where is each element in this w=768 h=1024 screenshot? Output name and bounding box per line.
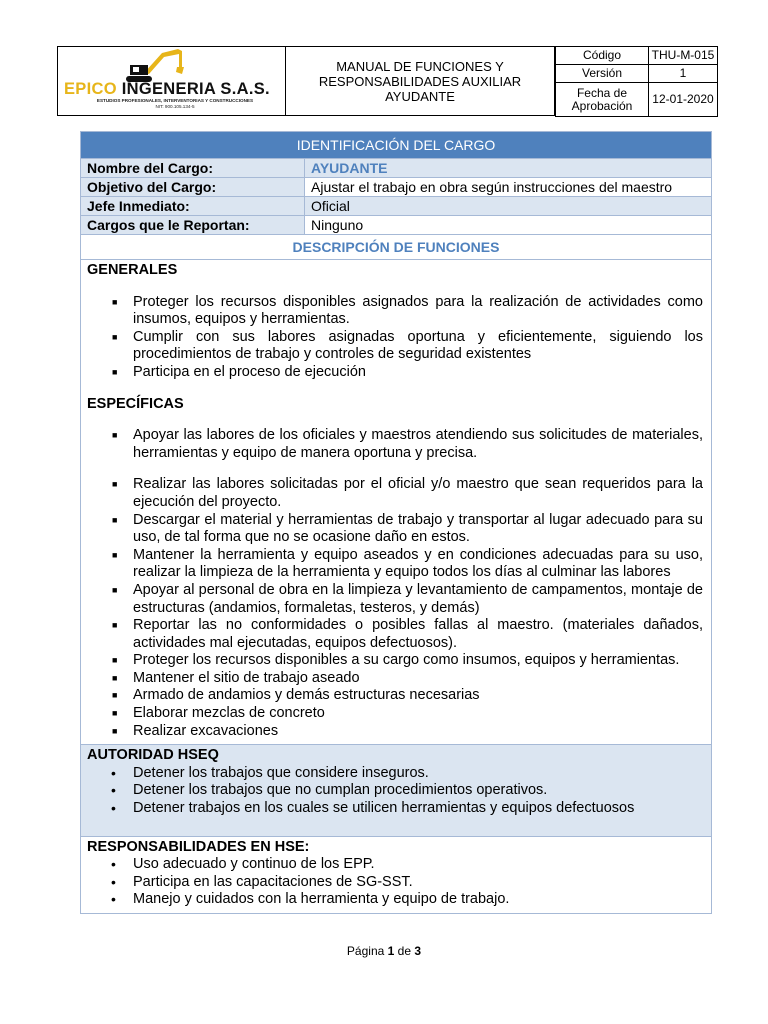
logo-word-ingen: INGEN (121, 80, 176, 98)
meta-label: Código (556, 47, 649, 65)
page-total: 3 (414, 944, 422, 958)
list-item: ■ Mantener la herramienta y equipo aseados y en condiciones adecuadas para su uso, realizar la limpieza de la herramienta y equipo todos los días al culminar las labores (112, 546, 703, 581)
list-item: ■ Descargar el material y herramientas de trabajo y transportar al lugar adecuado para su uso, de tal forma que no se ocasione daño en estos. (112, 511, 703, 546)
identification-row (81, 177, 711, 196)
list-item: ■ Realizar las labores solicitadas por el oficial y/o maestro que sean requeridos para la ejecución del proyecto. (112, 476, 703, 510)
list-item: ■ Realizar excavaciones (112, 722, 279, 739)
company-logo (57, 46, 285, 116)
autoridad-list (87, 765, 703, 818)
autoridad-section (81, 744, 711, 835)
generales-list (87, 294, 703, 382)
document-title-text: MANUAL DE FUNCIONES Y RESPONSABILIDADES AUXILIAR AYUDANTE (318, 58, 522, 104)
functions-title: DESCRIPCIÓN DE FUNCIONES (81, 234, 711, 259)
row-value: AYUDANTE (311, 160, 388, 176)
list-item: ■ Cumplir con sus labores asignadas oportuna y eficientemente, siguiendo los procedimientos de trabajo y controles de seguridad existentes (112, 328, 703, 363)
page-current: 1 (387, 944, 395, 958)
row-label: Jefe Inmediato: (81, 197, 305, 215)
responsabilidades-list (87, 856, 703, 909)
section-heading-autoridad: AUTORIDAD HSEQ (87, 747, 219, 764)
list-item: • Manejo y cuidados con la herramienta y equipo de trabajo. (111, 891, 510, 908)
page-label: Página (346, 944, 385, 958)
identification-row (81, 215, 711, 234)
list-item: • Detener los trabajos que no cumplan procedimientos operativos. (111, 782, 548, 799)
meta-value: THU-M-015 (649, 47, 718, 65)
row-value: Oficial (311, 198, 350, 214)
row-label: Cargos que le Reportan: (81, 216, 305, 234)
logo-word-eria: ERIA S.A.S. (175, 80, 270, 98)
meta-label: Versión (556, 65, 649, 83)
list-item: ■ Proteger los recursos disponibles asignados para la realización de actividades como insumos, equipos y herramientas. (112, 293, 703, 328)
meta-value: 12-01-2020 (649, 83, 718, 117)
list-item: ■ Mantener el sitio de trabajo aseado (112, 669, 360, 686)
row-value: Ajustar el trabajo en obra según instrucciones del maestro (311, 179, 673, 195)
list-item: • Detener trabajos en los cuales se utilicen herramientas y equipos defectuosos (111, 800, 635, 817)
section-heading-responsabilidades: RESPONSABILIDADES EN HSE: (87, 838, 310, 855)
identification-row (81, 196, 711, 215)
row-label: Nombre del Cargo: (81, 159, 305, 177)
section-heading-especificas: ESPECÍFICAS (87, 395, 184, 412)
page-footer (0, 944, 768, 958)
list-item: • Detener los trabajos que considere inseguros. (111, 764, 429, 781)
document-header (57, 46, 718, 116)
especificas-list-continued (87, 476, 703, 740)
logo-wordmark (64, 80, 270, 99)
list-item: ■ Elaborar mezclas de concreto (112, 705, 325, 722)
meta-row-codigo (556, 47, 718, 65)
responsabilidades-section (81, 836, 711, 913)
logo-nit: NIT: 900.105.134-5 (155, 104, 195, 109)
identification-title: IDENTIFICACIÓN DEL CARGO (81, 132, 711, 158)
meta-row-fecha (556, 83, 718, 117)
list-item: ■ Armado de andamios y demás estructuras necesarias (112, 687, 480, 704)
job-description-table (80, 131, 712, 914)
functions-section (81, 259, 711, 744)
logo-word-epico: EPICO (64, 80, 117, 98)
document-meta-table (555, 46, 718, 117)
list-item: • Participa en las capacitaciones de SG-SST. (111, 873, 413, 890)
document-title (285, 46, 555, 116)
list-item: ■ Proteger los recursos disponibles a su cargo como insumos, equipos y herramientas. (112, 652, 680, 669)
meta-label: Fecha de Aprobación (556, 83, 649, 117)
list-item: • Uso adecuado y continuo de los EPP. (111, 856, 375, 873)
meta-row-version (556, 65, 718, 83)
excavator-icon (122, 47, 184, 83)
list-item: ■ Apoyar al personal de obra en la limpieza y levantamiento de campamentos, montaje de estructuras (andamios, formaletas, testeros, y demás) (112, 581, 703, 616)
especificas-list (87, 427, 703, 462)
meta-value: 1 (649, 65, 718, 83)
row-value: Ninguno (311, 217, 364, 233)
row-label: Objetivo del Cargo: (81, 178, 305, 196)
identification-row (81, 158, 711, 177)
list-item: ■ Reportar las no conformidades o posibles fallas al maestro. (materiales dañados, actividades mal ejecutadas, equipos defectuosos). (112, 617, 703, 651)
list-item: ■ Apoyar las labores de los oficiales y maestros atendiendo sus solicitudes de materiales, herramientas y equipo de manera oportuna y precisa. (112, 427, 703, 461)
page-of-label: de (397, 944, 412, 958)
logo-subtitle: ESTUDIOS PROFESIONALES, INTERVENTORIAS Y CONSTRUCCIONES (96, 98, 254, 103)
section-heading-generales: GENERALES (87, 262, 178, 278)
list-item: ■ Participa en el proceso de ejecución (112, 363, 366, 380)
